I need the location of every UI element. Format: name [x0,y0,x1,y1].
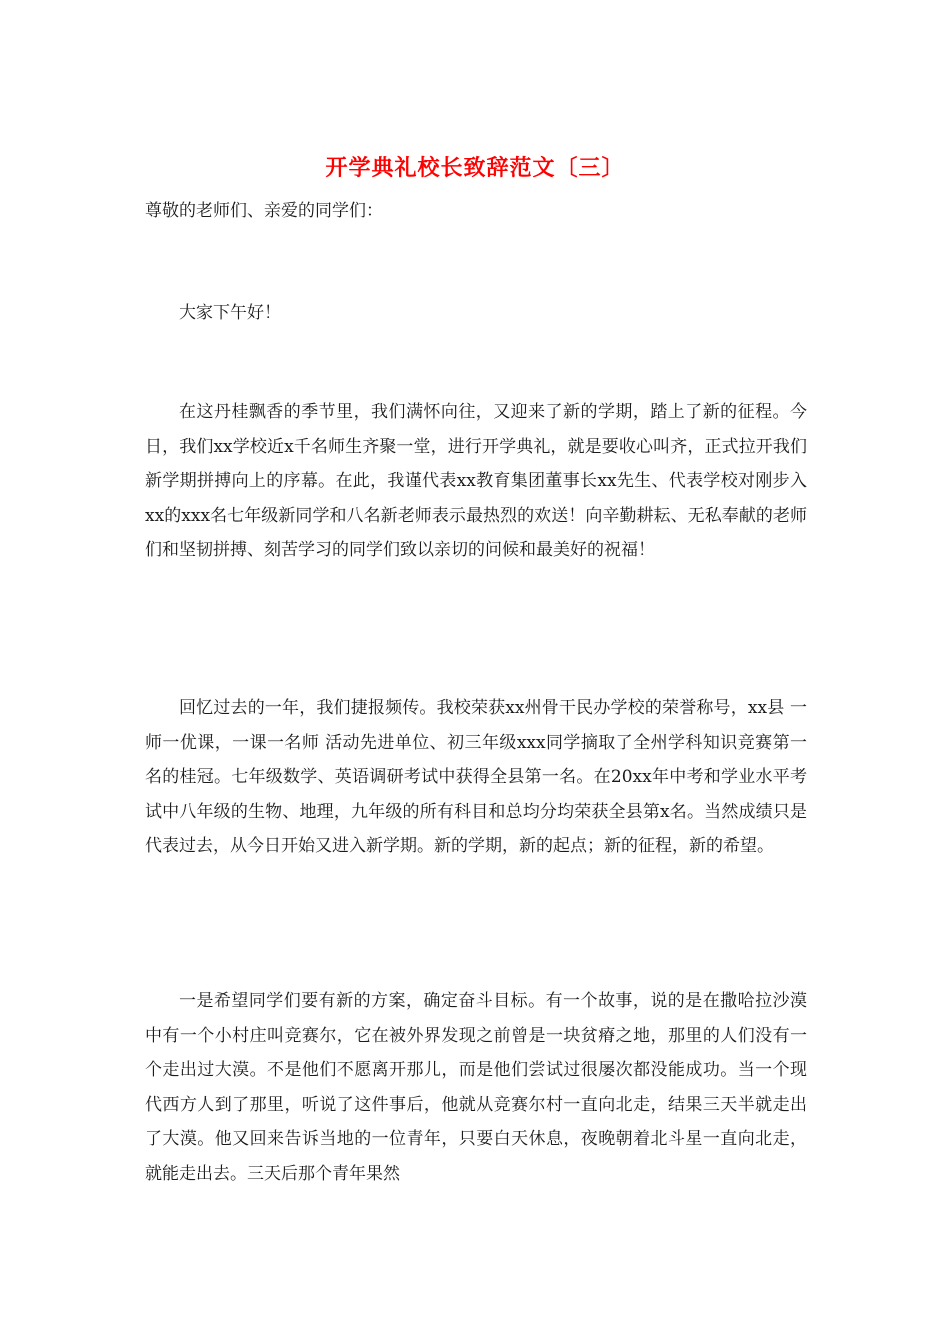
body-paragraph: 回忆过去的一年，我们捷报频传。我校荣获xx州骨干民办学校的荣誉称号，xx县 一师一优课，一课一名师 活动先进单位、初三年级xxx同学摘取了全州学科知识竞赛第一名的桂冠。七年级数学、英语调研考试中获得全县第一名。在20xx年中考和学业水平考试中八年级的生物、地理，九年级的所有科目和总均分均荣获全县第x名。当然成绩只是代表过去，从今日开始又进入新学期。新的学期，新的起点；新的征程，新的希望。 [145,698,807,857]
salutation: 尊敬的老师们、亲爱的同学们： [145,201,383,221]
body-paragraph: 一是希望同学们要有新的方案，确定奋斗目标。有一个故事，说的是在撒哈拉沙漠中有一个小村庄叫竞赛尔，它在被外界发现之前曾是一块贫瘠之地，那里的人们没有一个走出过大漠。不是他们不愿离开那儿，而是他们尝试过很屡次都没能成功。当一个现代西方人到了那里，听说了这件事后，他就从竞赛尔村一直向北走，结果三天半就走出了大漠。他又回来告诉当地的一位青年，只要白天休息，夜晚朝着北斗星一直向北走，就能走出去。三天后那个青年果然 [145,991,807,1184]
document-title: 开学典礼校长致辞范文〔三〕 [325,155,625,181]
greeting-paragraph: 大家下午好！ [179,303,281,323]
body-paragraph: 在这丹桂飘香的季节里，我们满怀向往，又迎来了新的学期，踏上了新的征程。今日，我们xx学校近x千名师生齐聚一堂，进行开学典礼，就是要收心叫齐，正式拉开我们新学期拼搏向上的序幕。在此，我谨代表xx教育集团董事长xx先生、代表学校对刚步入xx的xxx名七年级新同学和八名新老师表示最热烈的欢送！向辛勤耕耘、无私奉献的老师们和坚韧拼搏、刻苦学习的同学们致以亲切的问候和最美好的祝福！ [145,402,807,561]
